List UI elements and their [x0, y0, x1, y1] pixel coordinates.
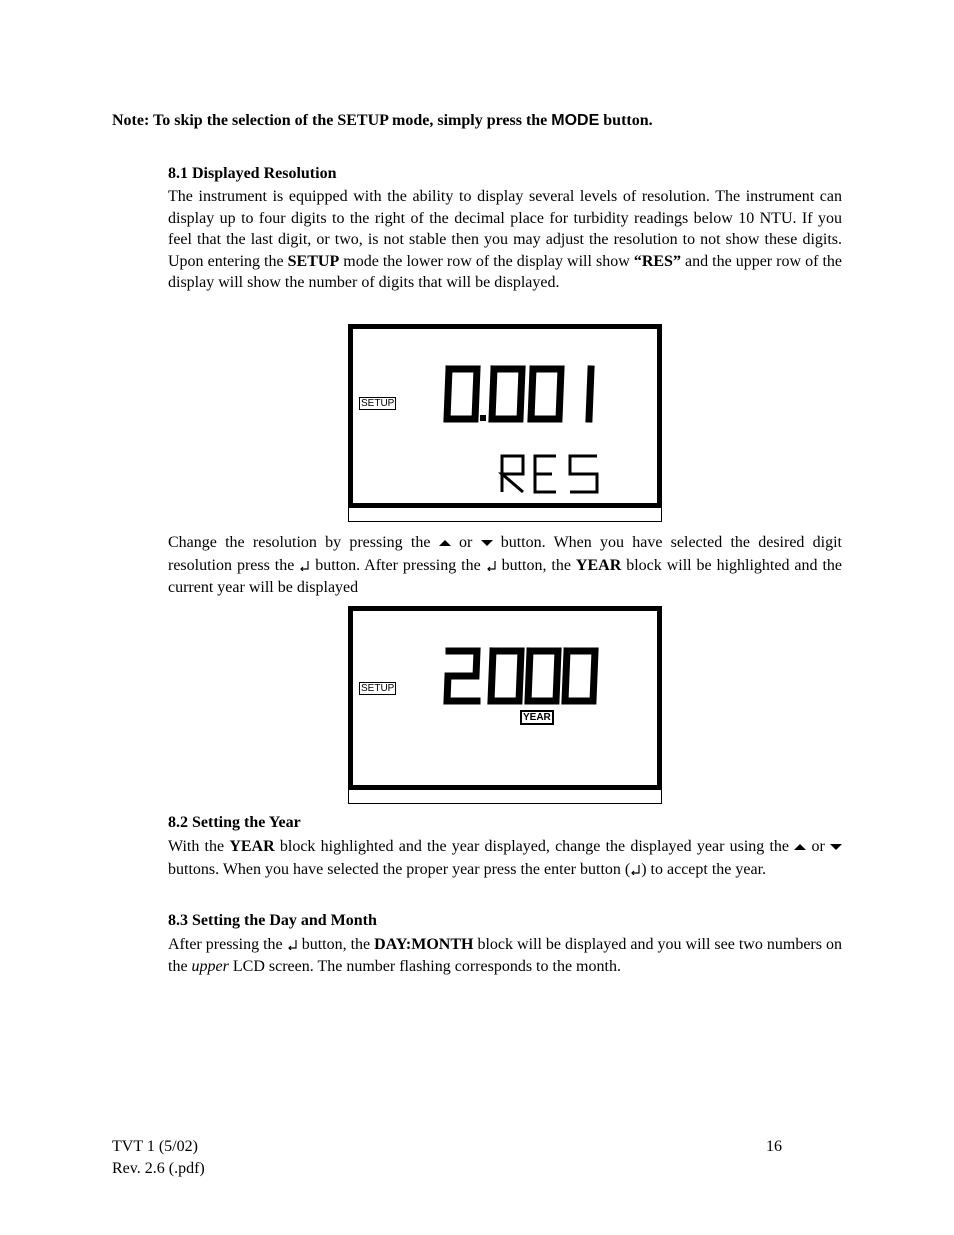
section-8-1-paragraph: The instrument is equipped with the ability to display several levels of resolution. The instrument can display up to four digits to the right of the decimal place for turbidity readings below 10 NTU. If you feel that the last digit, or two, is not stable then you may adjust the resolution to not show these digits. Upon entering the SETUP mode the lower row of the display will show “RES” and the upper row of the display will show the number of digits that will be displayed. — [168, 188, 843, 292]
down-arrow-icon — [481, 539, 493, 547]
year-tag: YEAR — [520, 710, 554, 725]
down-arrow-icon — [830, 843, 842, 851]
enter-icon — [486, 559, 497, 571]
setup-tag: SETUP — [361, 683, 395, 694]
lcd-year-digits — [353, 611, 657, 785]
lcd-resolution-display — [348, 324, 662, 508]
mode-button-label: MODE — [551, 112, 600, 129]
enter-icon — [287, 938, 298, 950]
up-arrow-icon — [794, 843, 806, 851]
section-8-3-paragraph: After pressing the button, the DAY:MONTH block will be displayed and you will see two numbers on the upper LCD screen. The number flashing corresponds to the month. — [168, 936, 842, 975]
enter-icon — [630, 863, 641, 875]
change-resolution-paragraph: Change the resolution by pressing the or button. When you have selected the desired digit resolution press the button. After pressing the button, the YEAR block will be highlighted and the current year will be displayed — [168, 534, 843, 596]
footer-doc-id: TVT 1 (5/02) Rev. 2.6 (.pdf) — [112, 1138, 205, 1177]
enter-icon — [299, 559, 310, 571]
setup-tag: SETUP — [361, 398, 395, 409]
lcd-year-display — [348, 606, 662, 790]
lcd-frame-base — [348, 790, 662, 804]
section-8-2-heading: 8.2 Setting the Year — [168, 814, 301, 831]
section-8-3-heading: 8.3 Setting the Day and Month — [168, 912, 377, 929]
section-8-1-heading: 8.1 Displayed Resolution — [168, 165, 337, 182]
skip-setup-note: Note: To skip the selection of the SETUP mode, simply press the MODE button. — [112, 112, 653, 129]
section-8-2-paragraph: With the YEAR block highlighted and the year displayed, change the displayed year using the or buttons. When you have selected the proper year press the enter button ( ) to accept the year. — [168, 835, 842, 881]
lcd-digits — [353, 329, 657, 503]
page-number: 16 — [766, 1138, 782, 1155]
up-arrow-icon — [439, 539, 451, 547]
lcd-frame-base — [348, 508, 662, 522]
